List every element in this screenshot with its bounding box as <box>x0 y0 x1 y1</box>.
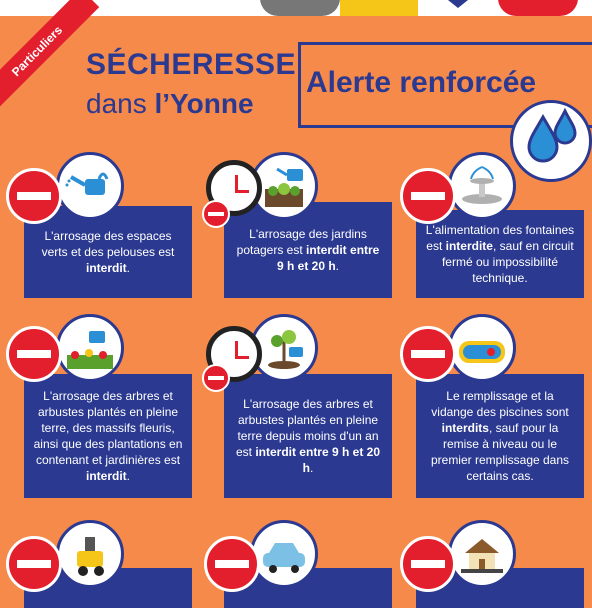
title-yonne: dans l’Yonne <box>86 88 254 119</box>
no-entry-small-icon <box>202 200 230 228</box>
rule-card-5: L'arrosage des arbres et arbustes plantés en pleine terre depuis moins d'un an est interdit entre 9 h et 20 h. <box>224 374 392 498</box>
no-entry-icon <box>6 168 62 224</box>
flower-bed-icon <box>56 314 124 382</box>
rule-card-3: L'alimentation des fontaines est interdite, sauf en circuit fermé ou impossibilité technique. <box>416 210 584 298</box>
top-shape-yellow <box>340 0 418 16</box>
pressure-washer-icon <box>56 520 124 588</box>
no-entry-icon-8 <box>204 536 260 592</box>
top-shape-gray <box>260 0 340 16</box>
rule-card-2: L'arrosage des jardins potagers est interdit entre 9 h et 20 h. <box>224 202 392 298</box>
pool-icon <box>448 314 516 382</box>
no-entry-icon-9 <box>400 536 456 592</box>
no-entry-small-icon-2 <box>202 364 230 392</box>
rule-card-4: L'arrosage des arbres et arbustes plantés en pleine terre, des massifs fleuris, ainsi que des plantations en contenant et jardinières est interdit. <box>24 374 192 498</box>
watering-can-icon <box>56 152 124 220</box>
no-entry-icon-6 <box>400 326 456 382</box>
car-wash-icon <box>250 520 318 588</box>
top-chevron <box>448 0 468 8</box>
top-shape-red <box>498 0 578 16</box>
title-secheresse: SÉCHERESSE <box>86 48 297 81</box>
no-entry-icon-3 <box>400 168 456 224</box>
alert-level: Alerte renforcée <box>306 66 537 99</box>
no-entry-icon-4 <box>6 326 62 382</box>
fountain-icon <box>448 152 516 220</box>
no-entry-icon-7 <box>6 536 62 592</box>
water-drops-icon <box>510 100 592 182</box>
house-icon <box>448 520 516 588</box>
particuliers-ribbon: Particuliers <box>0 0 99 113</box>
rule-card-1: L'arrosage des espaces verts et des pelouses est interdit. <box>24 206 192 298</box>
rule-card-6: Le remplissage et la vidange des piscines sont interdits, sauf pour la remise à niveau ou le premier remplissage dans certains cas. <box>416 374 584 498</box>
